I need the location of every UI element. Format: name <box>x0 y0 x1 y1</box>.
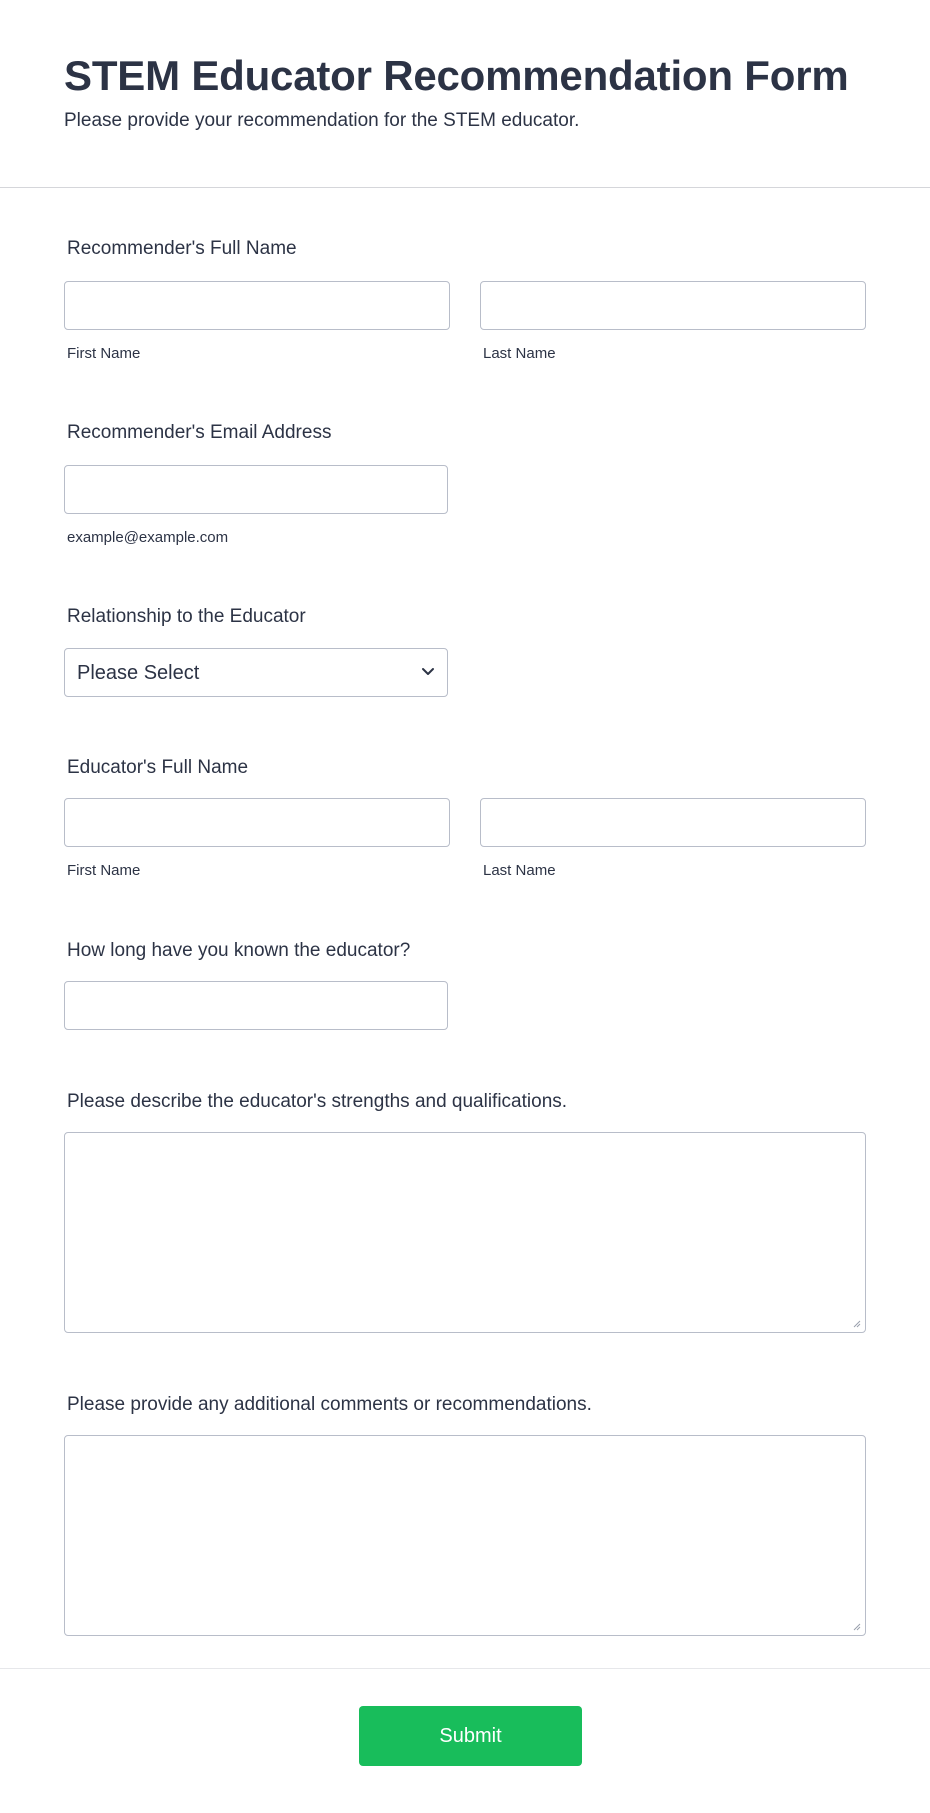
recommender-name-label: Recommender's Full Name <box>67 238 297 259</box>
recommender-email-sublabel: example@example.com <box>67 529 229 546</box>
recommender-email-input[interactable] <box>65 466 447 513</box>
resize-grip-icon[interactable] <box>851 1621 861 1631</box>
educator-first-name-input[interactable] <box>65 799 449 846</box>
comments-textarea-field[interactable] <box>64 1435 866 1636</box>
relationship-label: Relationship to the Educator <box>67 606 306 627</box>
recommender-first-name-sublabel: First Name <box>67 345 141 362</box>
page-subtitle: Please provide your recommendation for the STEM educator. <box>64 110 580 131</box>
known-duration-field[interactable] <box>64 981 448 1030</box>
relationship-selected-value: Please Select <box>77 662 200 684</box>
educator-last-name-field[interactable] <box>480 798 866 847</box>
recommender-first-name-input[interactable] <box>65 282 449 329</box>
educator-last-name-input[interactable] <box>481 799 865 846</box>
recommender-last-name-sublabel: Last Name <box>483 345 556 362</box>
submit-button[interactable]: Submit <box>359 1706 582 1766</box>
form-header <box>0 0 930 188</box>
resize-grip-icon[interactable] <box>851 1318 861 1328</box>
footer-divider <box>0 1668 930 1669</box>
relationship-select[interactable] <box>64 648 448 697</box>
recommender-last-name-input[interactable] <box>481 282 865 329</box>
page-title: STEM Educator Recommendation Form <box>64 52 849 99</box>
comments-textarea[interactable] <box>65 1436 865 1635</box>
known-duration-label: How long have you known the educator? <box>67 940 411 961</box>
comments-label: Please provide any additional comments or recommendations. <box>67 1394 592 1415</box>
chevron-down-icon <box>421 667 435 677</box>
educator-first-name-field[interactable] <box>64 798 450 847</box>
recommender-first-name-field[interactable] <box>64 281 450 330</box>
recommender-last-name-field[interactable] <box>480 281 866 330</box>
strengths-textarea-field[interactable] <box>64 1132 866 1333</box>
educator-first-name-sublabel: First Name <box>67 862 141 879</box>
educator-name-label: Educator's Full Name <box>67 757 249 778</box>
strengths-textarea[interactable] <box>65 1133 865 1332</box>
educator-last-name-sublabel: Last Name <box>483 862 556 879</box>
strengths-label: Please describe the educator's strengths and qualifications. <box>67 1091 568 1112</box>
known-duration-input[interactable] <box>65 982 447 1029</box>
recommender-email-label: Recommender's Email Address <box>67 422 332 443</box>
recommender-email-field[interactable] <box>64 465 448 514</box>
